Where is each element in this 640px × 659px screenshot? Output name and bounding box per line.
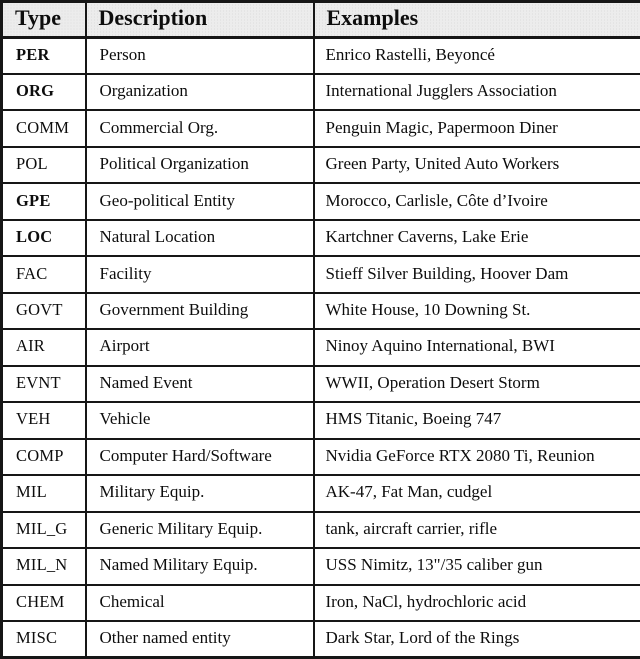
examples-cell: Stieff Silver Building, Hoover Dam	[314, 256, 640, 292]
examples-cell: Green Party, United Auto Workers	[314, 147, 640, 183]
table-row	[2, 329, 640, 365]
column-header-type: Type	[2, 2, 86, 38]
table-row	[2, 621, 640, 658]
description-cell: Named Military Equip.	[86, 548, 314, 584]
type-cell: COMP	[2, 439, 86, 475]
table-body	[2, 38, 640, 658]
table-row	[2, 366, 640, 402]
description-cell: Natural Location	[86, 220, 314, 256]
examples-cell: Kartchner Caverns, Lake Erie	[314, 220, 640, 256]
table-row	[2, 512, 640, 548]
table-row	[2, 475, 640, 511]
type-cell: CHEM	[2, 585, 86, 621]
table-row	[2, 147, 640, 183]
examples-cell: AK-47, Fat Man, cudgel	[314, 475, 640, 511]
description-cell: Vehicle	[86, 402, 314, 438]
table-row	[2, 110, 640, 146]
examples-cell: tank, aircraft carrier, rifle	[314, 512, 640, 548]
description-cell: Named Event	[86, 366, 314, 402]
examples-cell: Ninoy Aquino International, BWI	[314, 329, 640, 365]
type-cell: MISC	[2, 621, 86, 658]
examples-cell: Nvidia GeForce RTX 2080 Ti, Reunion	[314, 439, 640, 475]
description-cell: Generic Military Equip.	[86, 512, 314, 548]
type-cell: VEH	[2, 402, 86, 438]
examples-cell: Morocco, Carlisle, Côte d’Ivoire	[314, 183, 640, 219]
description-cell: Person	[86, 38, 314, 74]
description-cell: Political Organization	[86, 147, 314, 183]
type-cell: EVNT	[2, 366, 86, 402]
type-cell: AIR	[2, 329, 86, 365]
description-cell: Chemical	[86, 585, 314, 621]
table-row	[2, 38, 640, 74]
header-row	[2, 2, 640, 38]
type-cell: MIL	[2, 475, 86, 511]
type-cell: LOC	[2, 220, 86, 256]
description-cell: Commercial Org.	[86, 110, 314, 146]
table-row	[2, 548, 640, 584]
type-cell: COMM	[2, 110, 86, 146]
table-row	[2, 183, 640, 219]
type-cell: GOVT	[2, 293, 86, 329]
description-cell: Airport	[86, 329, 314, 365]
type-cell: GPE	[2, 183, 86, 219]
examples-cell: WWII, Operation Desert Storm	[314, 366, 640, 402]
examples-cell: Penguin Magic, Papermoon Diner	[314, 110, 640, 146]
examples-cell: Dark Star, Lord of the Rings	[314, 621, 640, 658]
description-cell: Organization	[86, 74, 314, 110]
type-cell: MIL_N	[2, 548, 86, 584]
examples-cell: USS Nimitz, 13"/35 caliber gun	[314, 548, 640, 584]
type-cell: FAC	[2, 256, 86, 292]
type-cell: PER	[2, 38, 86, 74]
type-cell: POL	[2, 147, 86, 183]
examples-cell: Iron, NaCl, hydrochloric acid	[314, 585, 640, 621]
examples-cell: White House, 10 Downing St.	[314, 293, 640, 329]
examples-cell: International Jugglers Association	[314, 74, 640, 110]
type-cell: MIL_G	[2, 512, 86, 548]
table-row	[2, 585, 640, 621]
description-cell: Government Building	[86, 293, 314, 329]
column-header-examples: Examples	[314, 2, 640, 38]
table-row	[2, 439, 640, 475]
description-cell: Other named entity	[86, 621, 314, 658]
examples-cell: Enrico Rastelli, Beyoncé	[314, 38, 640, 74]
description-cell: Facility	[86, 256, 314, 292]
table-row	[2, 74, 640, 110]
table-row	[2, 293, 640, 329]
type-cell: ORG	[2, 74, 86, 110]
table-row	[2, 402, 640, 438]
description-cell: Military Equip.	[86, 475, 314, 511]
description-cell: Computer Hard/Software	[86, 439, 314, 475]
examples-cell: HMS Titanic, Boeing 747	[314, 402, 640, 438]
table-row	[2, 256, 640, 292]
table-row	[2, 220, 640, 256]
table-header	[2, 2, 640, 38]
description-cell: Geo-political Entity	[86, 183, 314, 219]
column-header-description: Description	[86, 2, 314, 38]
